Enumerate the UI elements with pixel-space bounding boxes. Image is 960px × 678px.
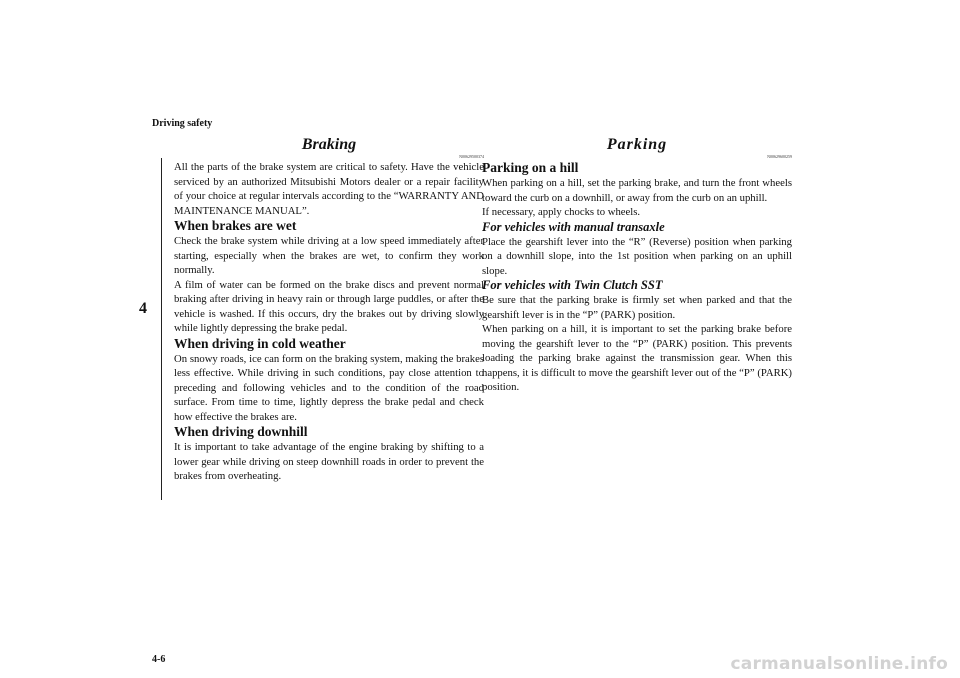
parking-code: N00629600259: [767, 154, 792, 159]
chapter-side-rule: [161, 158, 162, 500]
manual-transaxle-para: Place the gearshift lever into the “R” (Reverse) position when parking on a downhill slope, into the 1st position when parking on an uphill slope.: [482, 235, 792, 277]
twin-clutch-heading: For vehicles with Twin Clutch SST: [482, 278, 663, 292]
cold-weather-heading: When driving in cold weather: [174, 335, 346, 351]
braking-title: Braking: [301, 136, 357, 153]
running-header: Driving safety: [152, 118, 213, 129]
downhill-heading: When driving downhill: [174, 424, 308, 439]
twin-clutch-para-1: Be sure that the parking brake is firmly set when parked and that the gearshift lever is in the “P” (PARK) position.: [482, 294, 792, 321]
right-column: [482, 136, 792, 395]
manual-transaxle-heading: For vehicles with manual transaxle: [482, 219, 665, 234]
wet-brakes-para-1: Check the brake system while driving at a low speed immediately after starting, especially when the brakes are wet, to confirm they work normally.: [174, 235, 484, 276]
wet-brakes-para-2: A film of water can be formed on the brake discs and prevent normal braking after driving in heavy rain or through large puddles, or after the vehicle is washed. If this occurs, dry the brakes out by driving slowly while lightly depressing the brake pedal.: [174, 278, 484, 334]
cold-weather-para: On snowy roads, ice can form on the braking system, making the brakes less effective. While driving in such conditions, pay close attention to preceding and following vehicles and to the condition of the road surface. From time to time, lightly depress the brake pedal and check how effective the brakes are.: [174, 352, 484, 423]
braking-intro: All the parts of the brake system are critical to safety. Have the vehicle serviced by an authorized Mitsubishi Motors dealer or a repair facility of your choice at regular intervals according to the “WARRANTY AND MAINTENANCE MANUAL”.: [174, 161, 484, 217]
page-number: 4-6: [152, 654, 166, 665]
parking-hill-heading: Parking on a hill: [482, 160, 579, 175]
twin-clutch-para-2: When parking on a hill, it is important to set the parking brake before moving the gearshift lever to the “P” (PARK) position. This prevents loading the parking brake against the transmission gear. When this happens, it is difficult to move the gearshift lever out of the “P” (PARK) position.: [482, 323, 792, 393]
site-watermark: carmanualsonline.info: [730, 654, 948, 674]
braking-code: N00629500374: [459, 154, 484, 159]
parking-title: Parking: [606, 136, 668, 153]
parking-hill-para-1: When parking on a hill, set the parking brake, and turn the front wheels toward the curb on a downhill, or away from the curb on an uphill.: [482, 177, 792, 204]
wet-brakes-heading: When brakes are wet: [174, 218, 297, 233]
downhill-para: It is important to take advantage of the engine braking by shifting to a lower gear while driving on steep downhill roads in order to prevent the brakes from overheating.: [174, 441, 484, 482]
parking-hill-para-2: If necessary, apply chocks to wheels.: [482, 206, 641, 218]
chapter-number: 4: [139, 300, 147, 317]
left-column: [174, 136, 484, 484]
